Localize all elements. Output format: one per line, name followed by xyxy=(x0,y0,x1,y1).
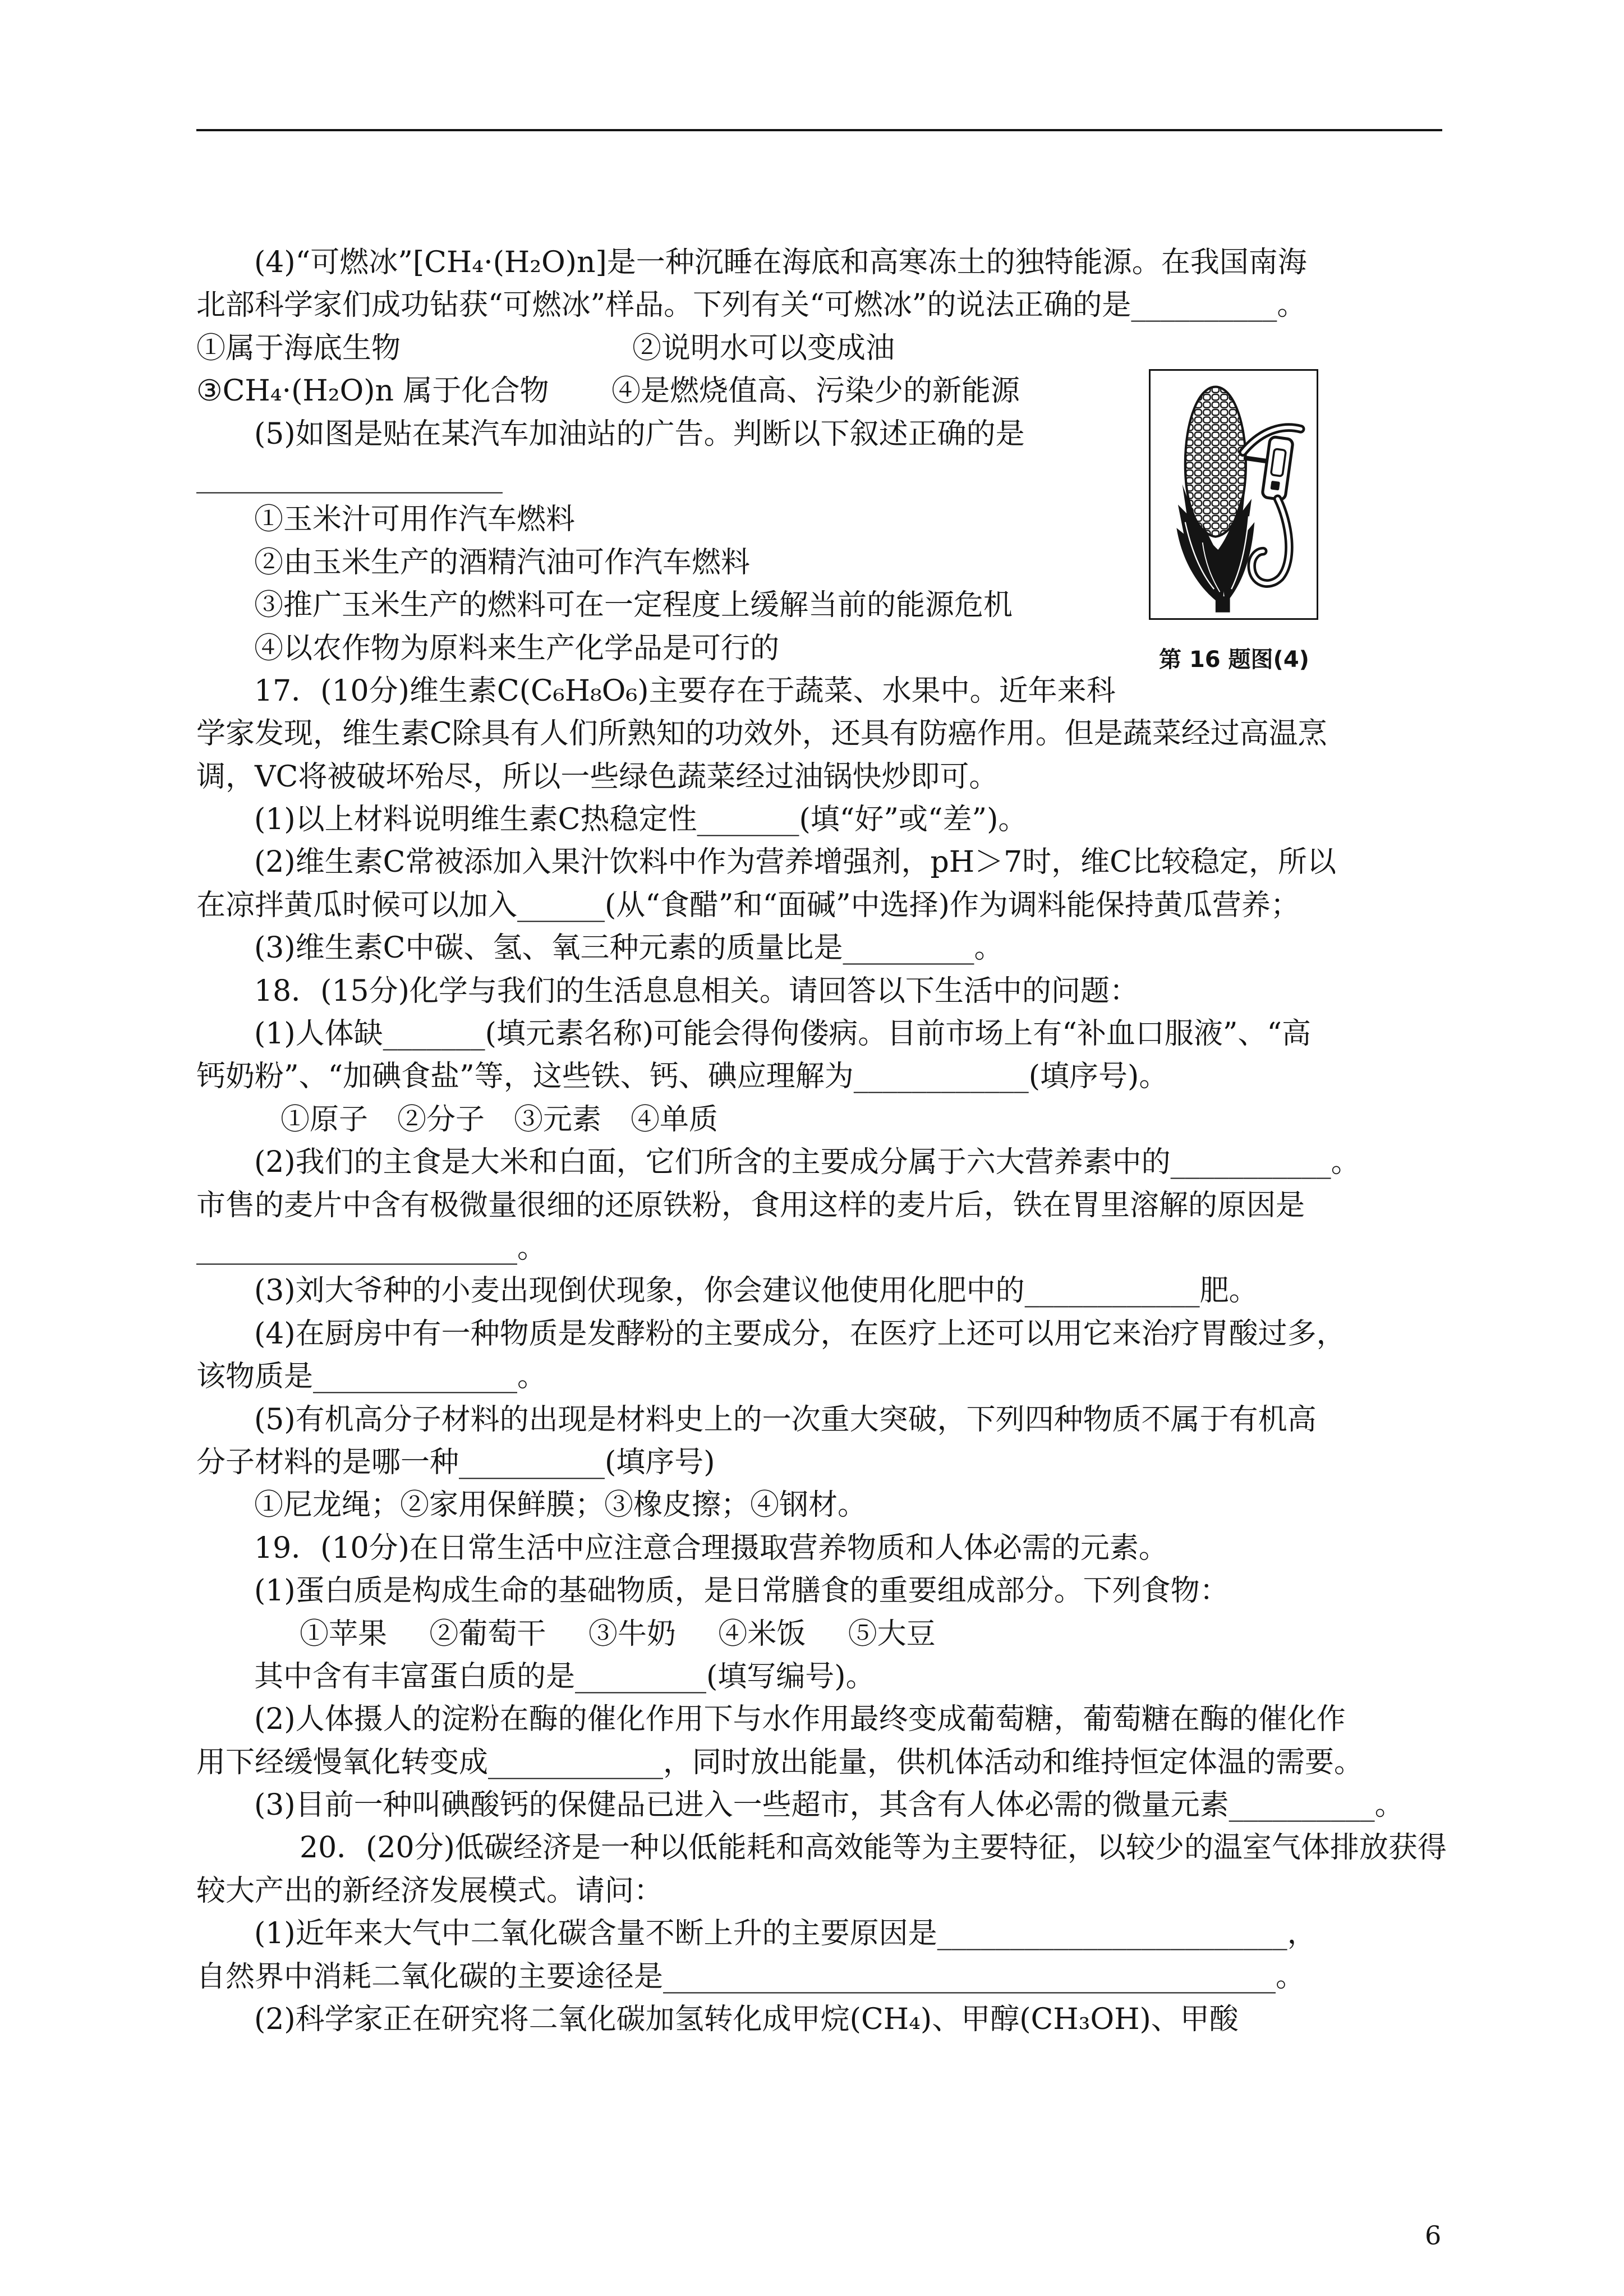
q18-sub1-line: 钙奶粉”、“加碘食盐”等，这些铁、钙、碘应理解为____________(填序号)。 xyxy=(196,1060,1168,1094)
q19-sub1-ask-line: 其中含有丰富蛋白质的是_________(填写编号)。 xyxy=(254,1659,875,1694)
q20-sub2-line: (2)科学家正在研究将二氧化碳加氢转化成甲烷(CH₄)、甲醇(CH₃OH)、甲酸 xyxy=(254,2003,1239,2037)
q19-sub2-line: (2)人体摄人的淀粉在酶的催化作用下与水作用最终变成葡萄糖，葡萄糖在酶的催化作 xyxy=(254,1703,1346,1737)
q16-4-options-row xyxy=(0,370,1624,412)
answer-blank-line: ______________________。 xyxy=(196,1231,547,1265)
q20-sub1-line: 自然界中消耗二氧化碳的主要途径是__________________________________________。 xyxy=(196,1959,1305,1994)
option-item: ②说明水可以变成油 xyxy=(632,331,895,365)
option-item: ③牛奶 xyxy=(588,1617,676,1651)
corn-fuel-nozzle-icon xyxy=(1151,371,1317,618)
option-item: ②葡萄干 xyxy=(429,1617,546,1651)
option-item: ②分子 xyxy=(397,1102,485,1137)
q19-sub2-line: 用下经缓慢氧化转变成____________，同时放出能量，供机体活动和维持恒定体温的需要。 xyxy=(196,1745,1364,1779)
header-rule xyxy=(196,129,1442,131)
q19-sub1-line: (1)蛋白质是构成生命的基础物质，是日常膳食的重要组成部分。下列食物： xyxy=(254,1574,1229,1608)
q18-sub3-line: (3)刘大爷种的小麦出现倒伏现象，你会建议他使用化肥中的____________肥。 xyxy=(254,1274,1258,1308)
fuel-nozzle-icon xyxy=(1243,427,1301,583)
q16-4-stem-line: 北部科学家们成功钻获“可燃冰”样品。下列有关“可燃冰”的说法正确的是__________。 xyxy=(196,288,1306,323)
q17-sub-line: (3)维生素C中碳、氢、氧三种元素的质量比是_________。 xyxy=(254,931,1004,965)
option-item: ④米饭 xyxy=(718,1617,806,1651)
option-item: ①玉米汁可用作汽车燃料 xyxy=(254,503,576,537)
option-item: ②由玉米生产的酒精汽油可作汽车燃料 xyxy=(254,545,751,579)
q17-sub-line: (2)维生素C常被添加入果汁饮料中作为营养增强剂，pH＞7时，维C比较稳定，所以 xyxy=(254,845,1336,880)
q18-sub5-line: (5)有机高分子材料的出现是材料史上的一次重大突破，下列四种物质不属于有机高 xyxy=(254,1402,1317,1437)
figure-caption: 第 16 题图(4) xyxy=(1159,647,1309,673)
q19-sub3-line: (3)目前一种叫碘酸钙的保健品已进入一些超市，其含有人体必需的微量元素__________。 xyxy=(254,1788,1404,1823)
q18-intro-line: 18．(15分)化学与我们的生活息息相关。请回答以下生活中的问题： xyxy=(254,974,1139,1008)
option-item: ⑤大豆 xyxy=(848,1617,936,1651)
q16-4-options-row xyxy=(0,327,1624,370)
q17-intro-line: 学家发现，维生素C除具有人们所熟知的功效外，还具有防癌作用。但是蔬菜经过高温烹 xyxy=(196,717,1327,751)
option-item: ①属于海底生物 xyxy=(196,331,401,365)
option-item: ③推广玉米生产的燃料可在一定程度上缓解当前的能源危机 xyxy=(254,588,1013,623)
q16-4-stem-line: (4)“可燃冰”[CH₄·(H₂O)n]是一种沉睡在海底和高寒冻土的独特能源。在我国南海 xyxy=(254,246,1307,279)
page-text xyxy=(0,241,1624,2041)
q19-intro-line: 19．(10分)在日常生活中应注意合理摄取营养物质和人体必需的元素。 xyxy=(254,1531,1168,1565)
q20-sub1-line: (1)近年来大气中二氧化碳含量不断上升的主要原因是________________________， xyxy=(254,1917,1317,1951)
option-item: ④单质 xyxy=(631,1102,719,1137)
q18-sub5-line: 分子材料的是哪一种__________(填序号) xyxy=(196,1445,715,1479)
q18-sub4-line: (4)在厨房中有一种物质是发酵粉的主要成分，在医疗上还可以用它来治疗胃酸过多， xyxy=(254,1317,1346,1351)
q18-sub2-line: (2)我们的主食是大米和白面，它们所含的主要成分属于六大营养素中的___________。 xyxy=(254,1145,1360,1180)
figure-corn-fuel-ad xyxy=(1149,369,1318,620)
option-item: ④是燃烧值高、污染少的新能源 xyxy=(611,374,1020,408)
q18-sub4-line: 该物质是______________。 xyxy=(196,1360,547,1394)
page-number: 6 xyxy=(1425,2220,1442,2251)
option-item: ③元素 xyxy=(514,1102,602,1137)
q17-sub-line: 在凉拌黄瓜时候可以加入______(从“食醋”和“面碱”中选择)作为调料能保持黄瓜营养； xyxy=(196,888,1300,922)
q18-sub5-options: ①尼龙绳；②家用保鲜膜；③橡皮擦；④钢材。 xyxy=(254,1488,867,1522)
q18-sub1-options-row xyxy=(0,1098,1624,1141)
option-item: ①原子 xyxy=(280,1102,369,1137)
q17-intro-line: 17．(10分)维生素C(C₆H₈O₆)主要存在于蔬菜、水果中。近年来科 xyxy=(254,674,1116,708)
option-item: ④以农作物为原料来生产化学品是可行的 xyxy=(254,631,780,665)
answer-blank-line: _____________________ xyxy=(196,459,503,494)
q18-sub1-line: (1)人体缺_______(填元素名称)可能会得佝偻病。目前市场上有“补血口服液”、“高 xyxy=(254,1017,1311,1051)
option-item: ③CH₄·(H₂O)n 属于化合物 xyxy=(196,374,549,408)
q16-5-stem-line: (5)如图是贴在某汽车加油站的广告。判断以下叙述正确的是 xyxy=(254,417,1025,451)
q20-intro-line: 20．(20分)低碳经济是一种以低能耗和高效能等为主要特征，以较少的温室气体排放获得 xyxy=(300,1831,1447,1865)
q20-intro-line: 较大产出的新经济发展模式。请问： xyxy=(196,1874,664,1908)
q17-intro-line: 调，VC将被破坏殆尽，所以一些绿色蔬菜经过油锅快炒即可。 xyxy=(196,760,999,794)
q17-sub-line: (1)以上材料说明维生素C热稳定性_______(填“好”或“差”)。 xyxy=(254,803,1028,837)
option-item: ①苹果 xyxy=(300,1617,388,1651)
q19-sub1-options-row xyxy=(0,1613,1624,1655)
q18-sub2-line: 市售的麦片中含有极微量很细的还原铁粉，食用这样的麦片后，铁在胃里溶解的原因是 xyxy=(196,1188,1305,1222)
